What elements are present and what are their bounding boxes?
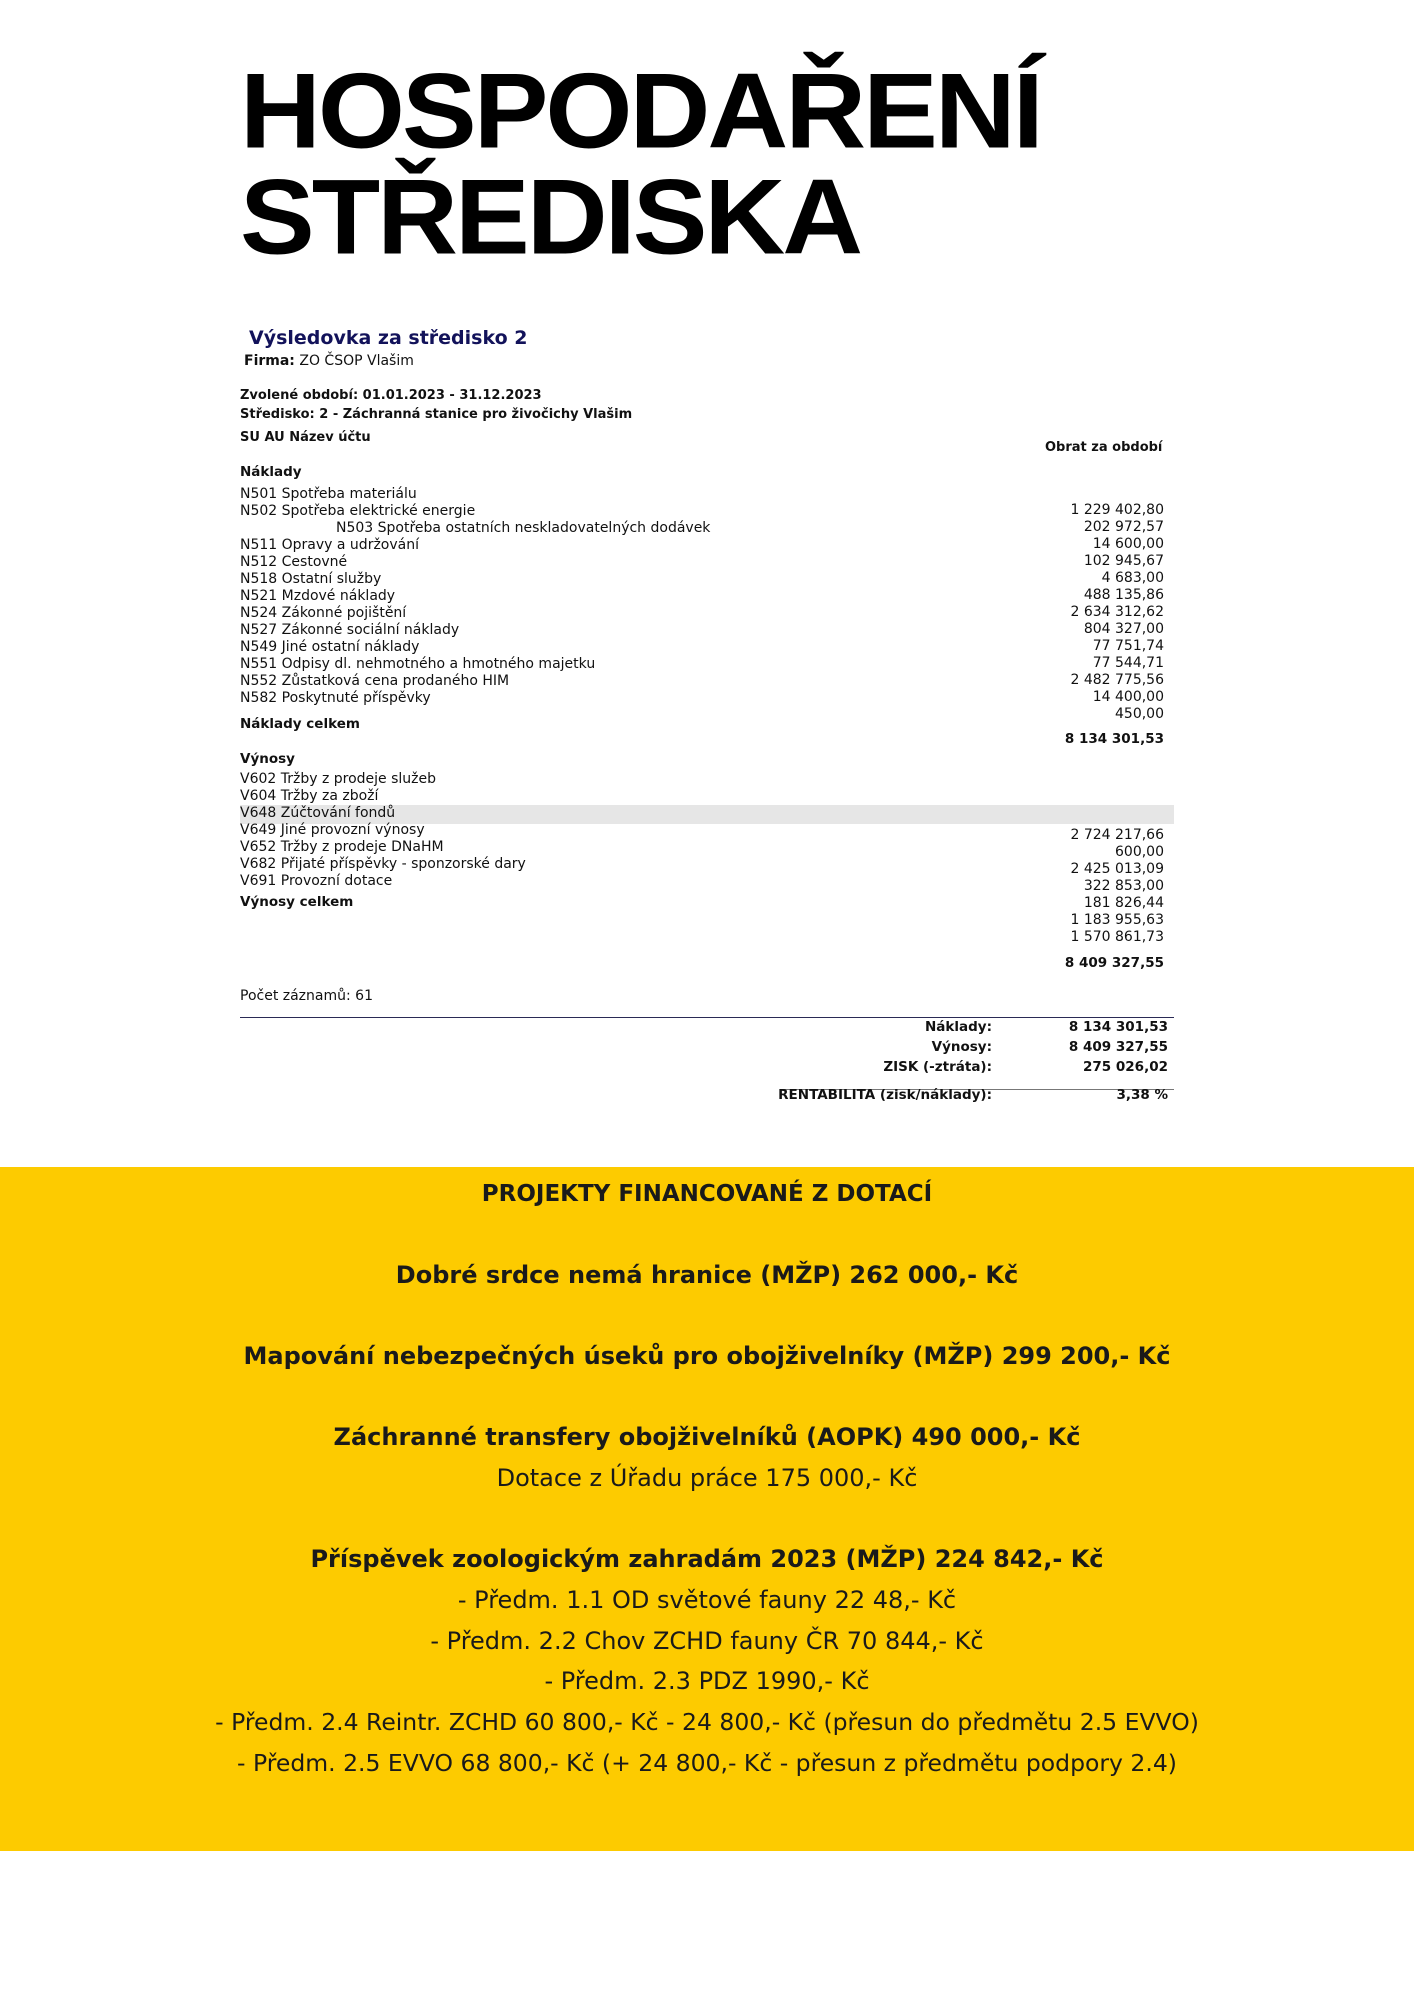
value-cell: 2 482 775,56 (1070, 672, 1164, 688)
project-4: Příspěvek zoologickým zahradám 2023 (MŽP) 224 842,- Kč (310, 1545, 1104, 1573)
project-1: Dobré srdce nemá hranice (MŽP) 262 000,- Kč (395, 1261, 1019, 1289)
value-cell: 322 853,00 (1083, 878, 1164, 894)
project-2: Mapování nebezpečných úseků pro obojživelníky (MŽP) 299 200,- Kč (243, 1342, 1171, 1370)
value-cell: 181 826,44 (1083, 895, 1164, 911)
list-item: V604 Tržby za zboží (240, 788, 379, 804)
summary-costs-value: 8 134 301,53 (1068, 1019, 1168, 1035)
project-3-subline: Dotace z Úřadu práce 175 000,- Kč (496, 1464, 918, 1492)
list-item: N511 Opravy a udržování (240, 537, 419, 553)
value-cell: 804 327,00 (1083, 621, 1164, 637)
value-cell: 1 183 955,63 (1070, 912, 1164, 928)
column-header-left: SU AU Název účtu (240, 430, 371, 445)
value-cell: 102 945,67 (1083, 553, 1164, 569)
list-item: V602 Tržby z prodeje služeb (240, 771, 437, 787)
value-cell: 4 683,00 (1101, 570, 1164, 586)
page-title-line-1: HOSPODAŘENÍ (240, 51, 1041, 171)
divider (240, 1017, 1174, 1018)
list-item: V691 Provozní dotace (240, 873, 393, 889)
list-item: N518 Ostatní služby (240, 571, 382, 587)
value-cell: 1 570 861,73 (1070, 929, 1164, 945)
costs-values (1070, 502, 1164, 723)
projects-panel (0, 1167, 1414, 1851)
value-cell: 77 751,74 (1092, 638, 1164, 654)
list-item: N549 Jiné ostatní náklady (240, 639, 420, 655)
revenues-list (240, 771, 526, 890)
value-cell: 450,00 (1115, 706, 1164, 722)
value-cell: 2 724 217,66 (1070, 827, 1164, 843)
firm-name: ZO ČSOP Vlašim (299, 353, 414, 369)
value-cell: 2 634 312,62 (1070, 604, 1164, 620)
list-item: V652 Tržby z prodeje DNaHM (240, 839, 444, 855)
revenues-label: Výnosy (240, 751, 295, 767)
list-item: N582 Poskytnuté příspěvky (240, 690, 431, 706)
list-item: V682 Přijaté příspěvky - sponzorské dary (240, 856, 526, 872)
project-4-item: - Předm. 1.1 OD světové fauny 22 48,- Kč (457, 1586, 957, 1614)
period-line: Zvolené období: 01.01.2023 - 31.12.2023 (240, 388, 542, 403)
column-header-right: Obrat za období (1045, 440, 1163, 455)
summary-profit-value: 275 026,02 (1083, 1059, 1168, 1075)
report-heading: Výsledovka za středisko 2 (249, 327, 528, 349)
list-item: N503 Spotřeba ostatních neskladovatelných dodávek (336, 520, 711, 536)
summary-revenues-label: Výnosy: (931, 1039, 992, 1055)
project-4-item: - Předm. 2.4 Reintr. ZCHD 60 800,- Kč - 24 800,- Kč (přesun do předmětu 2.5 EVVO) (215, 1708, 1199, 1736)
firm-line (244, 353, 414, 369)
costs-total-label: Náklady celkem (240, 716, 360, 732)
project-4-item: - Předm. 2.3 PDZ 1990,- Kč (544, 1667, 870, 1695)
value-cell: 14 400,00 (1092, 689, 1164, 705)
value-cell: 14 600,00 (1092, 536, 1164, 552)
list-item: V649 Jiné provozní výnosy (240, 822, 425, 838)
page-title-line-2: STŘEDISKA (240, 157, 861, 277)
costs-list (240, 486, 710, 707)
project-4-item: - Předm. 2.5 EVVO 68 800,- Kč (+ 24 800,- Kč - přesun z předmětu podpory 2.4) (237, 1749, 1177, 1777)
value-cell: 488 135,86 (1083, 587, 1164, 603)
revenues-total-value: 8 409 327,55 (1064, 955, 1164, 971)
summary-costs-label: Náklady: (925, 1019, 992, 1035)
projects-heading: PROJEKTY FINANCOVANÉ Z DOTACÍ (481, 1181, 933, 1207)
record-count: Počet záznamů: 61 (240, 988, 373, 1004)
list-item: N512 Cestovné (240, 554, 348, 570)
summary-profitability-label: RENTABILITA (zisk/náklady): (778, 1087, 992, 1103)
costs-total-value: 8 134 301,53 (1064, 731, 1164, 747)
center-line: Středisko: 2 - Záchranná stanice pro živočichy Vlašim (240, 407, 633, 422)
list-item: N552 Zůstatková cena prodaného HIM (240, 673, 510, 689)
revenues-values (1070, 827, 1164, 946)
list-item: N551 Odpisy dl. nehmotného a hmotného majetku (240, 656, 596, 672)
summary-revenues-value: 8 409 327,55 (1068, 1039, 1168, 1055)
value-cell: 2 425 013,09 (1070, 861, 1164, 877)
page-title (240, 51, 1041, 277)
list-item: N521 Mzdové náklady (240, 588, 396, 604)
project-4-item: - Předm. 2.2 Chov ZCHD fauny ČR 70 844,- Kč (430, 1627, 984, 1655)
value-cell: 1 229 402,80 (1070, 502, 1164, 518)
revenues-total-label: Výnosy celkem (240, 894, 354, 910)
summary-profit-label: ZISK (-ztráta): (883, 1059, 992, 1075)
list-item: N524 Zákonné pojištění (240, 605, 407, 621)
project-3: Záchranné transfery obojživelníků (AOPK) 490 000,- Kč (333, 1423, 1081, 1451)
summary-profitability-value: 3,38 % (1116, 1087, 1168, 1103)
firm-label: Firma: (244, 353, 295, 369)
value-cell: 600,00 (1115, 844, 1164, 860)
list-item: N501 Spotřeba materiálu (240, 486, 417, 502)
list-item: V648 Zúčtování fondů (240, 805, 396, 821)
value-cell: 77 544,71 (1092, 655, 1164, 671)
list-item: N502 Spotřeba elektrické energie (240, 503, 476, 519)
costs-label: Náklady (240, 464, 302, 480)
list-item: N527 Zákonné sociální náklady (240, 622, 460, 638)
value-cell: 202 972,57 (1083, 519, 1164, 535)
